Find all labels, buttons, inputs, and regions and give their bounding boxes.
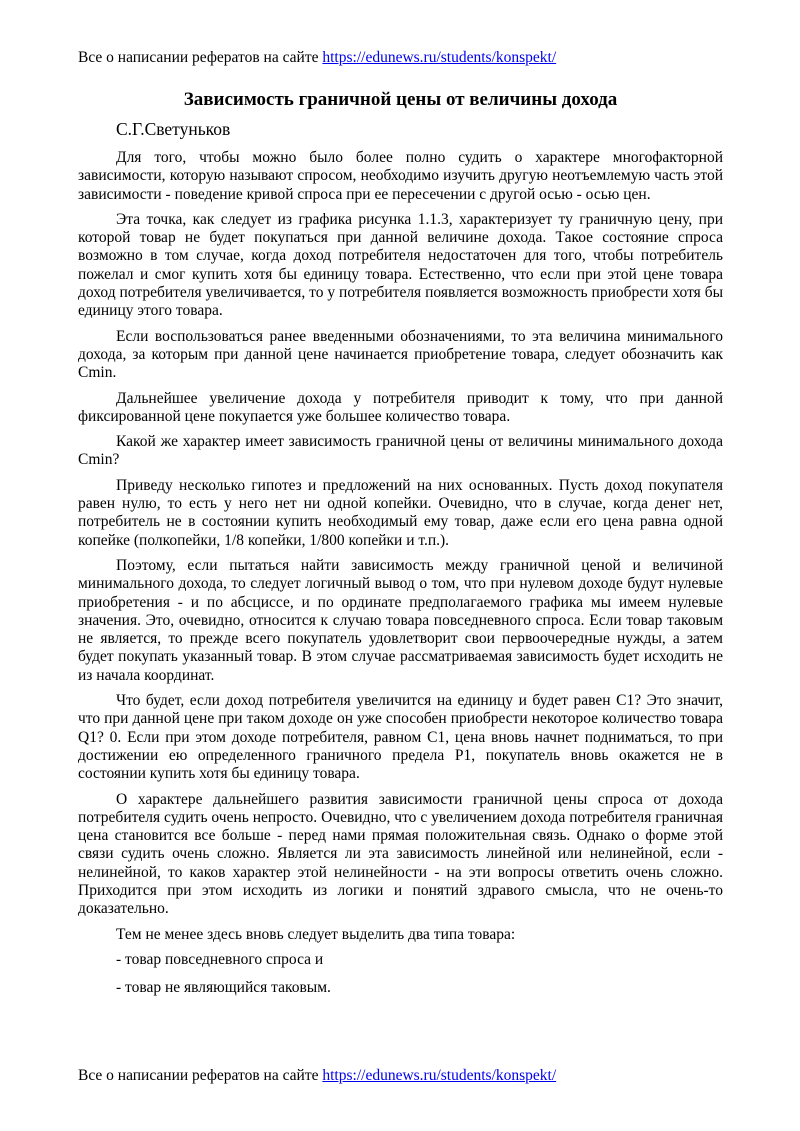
document-title: Зависимость граничной цены от величины дохода <box>183 89 618 110</box>
paragraph-10: Тем не менее здесь вновь следует выделить два типа товара: <box>116 925 516 943</box>
paragraph-1: Для того, чтобы можно было более полно судить о характере многофакторной зависимости, которую называют спросом, необходимо изучить другую неотъемлемую часть этой зависимости - поведение кривой спроса при ее пересечении с другой осью - осью цен. <box>78 149 723 203</box>
list-item: - товар повседневного спроса и <box>116 950 324 968</box>
document-page <box>78 0 723 1131</box>
paragraph-5: Какой же характер имеет зависимость граничной цены от величины минимального дохода Cmin? <box>78 433 723 469</box>
paragraph-8: Что будет, если доход потребителя увеличится на единицу и будет равен С1? Это значит, что при данной цене при таком доходе он уже способен приобрести некоторое количество товара Q1? 0. Если при этом доходе потребителя, равном С1, цена вновь начнет подниматься, то при достижении ею определенного граничного предела Р1, покупатель вновь окажется не в состоянии купить хотя бы единицу товара. <box>78 692 723 783</box>
paragraph-9: О характере дальнейшего развития зависимости граничной цены спроса от дохода потребителя судить очень непросто. Очевидно, что с увеличением дохода потребителя граничная цена становится все больше - перед нами прямая положительная связь. Однако о форме этой связи судить очень сложно. Является ли эта зависимость линейной или нелинейной, если - нелинейной, то каков характер этой нелинейности - на эти вопросы ответить очень сложно. Приходится при этом исходить из логики и понятий здравого смысла, что не очень-то доказательно. <box>78 790 723 918</box>
footer-link[interactable]: https://edunews.ru/students/konspekt/ <box>322 1067 557 1084</box>
footer-text: Все о написании рефератов на сайте <box>78 1067 319 1084</box>
paragraph-2: Эта точка, как следует из графика рисунка 1.1.3, характеризует ту граничную цену, при которой товар не будет покупаться при данной величине дохода. Такое состояние спроса возможно в том случае, когда доход потребителя недостаточен для того, чтобы потребитель пожелал и смог купить хотя бы единицу товара. Естественно, что если при этой цене товара доход потребителя увеличивается, то у потребителя появляется возможность приобрести хотя бы единицу этого товара. <box>78 210 723 320</box>
document-author: С.Г.Светуньков <box>116 119 231 139</box>
header-link[interactable]: https://edunews.ru/students/konspekt/ <box>322 49 557 66</box>
paragraph-4: Дальнейшее увеличение дохода у потребителя приводит к тому, что при данной фиксированной цене покупается уже большее количество товара. <box>78 389 723 425</box>
page-footer <box>78 1066 556 1086</box>
header-text: Все о написании рефератов на сайте <box>78 49 319 66</box>
paragraph-3: Если воспользоваться ранее введенными обозначениями, то эта величина минимального дохода, за которым при данной цене начинается приобретение товара, следует обозначить как Cmin. <box>78 327 723 382</box>
document-body <box>78 149 723 1007</box>
list-item: - товар не являющийся таковым. <box>116 979 331 997</box>
page-header <box>78 48 556 68</box>
paragraph-7: Поэтому, если пытаться найти зависимость между граничной ценой и величиной минимального дохода, то следует логичный вывод о том, что при нулевом доходе будут нулевые приобретения - и по абсциссе, и по ординате предполагаемого графика мы имеем нулевые значения. Это, очевидно, относится к случаю товара повседневного спроса. Если товар таковым не является, то прежде всего покупатель удовлетворит свои первоочередные нужды, а затем будет покупать указанный товар. В этом случае рассматриваемая зависимость будет исходить не из начала координат. <box>78 556 723 684</box>
paragraph-6: Приведу несколько гипотез и предложений на них основанных. Пусть доход покупателя равен нулю, то есть у него нет ни одной копейки. Очевидно, что в случае, когда денег нет, потребитель не в состоянии купить необходимый ему товар, даже если его цена равна одной копейке (полкопейки, 1/8 копейки, 1/800 копейки и т.п.). <box>78 476 723 549</box>
